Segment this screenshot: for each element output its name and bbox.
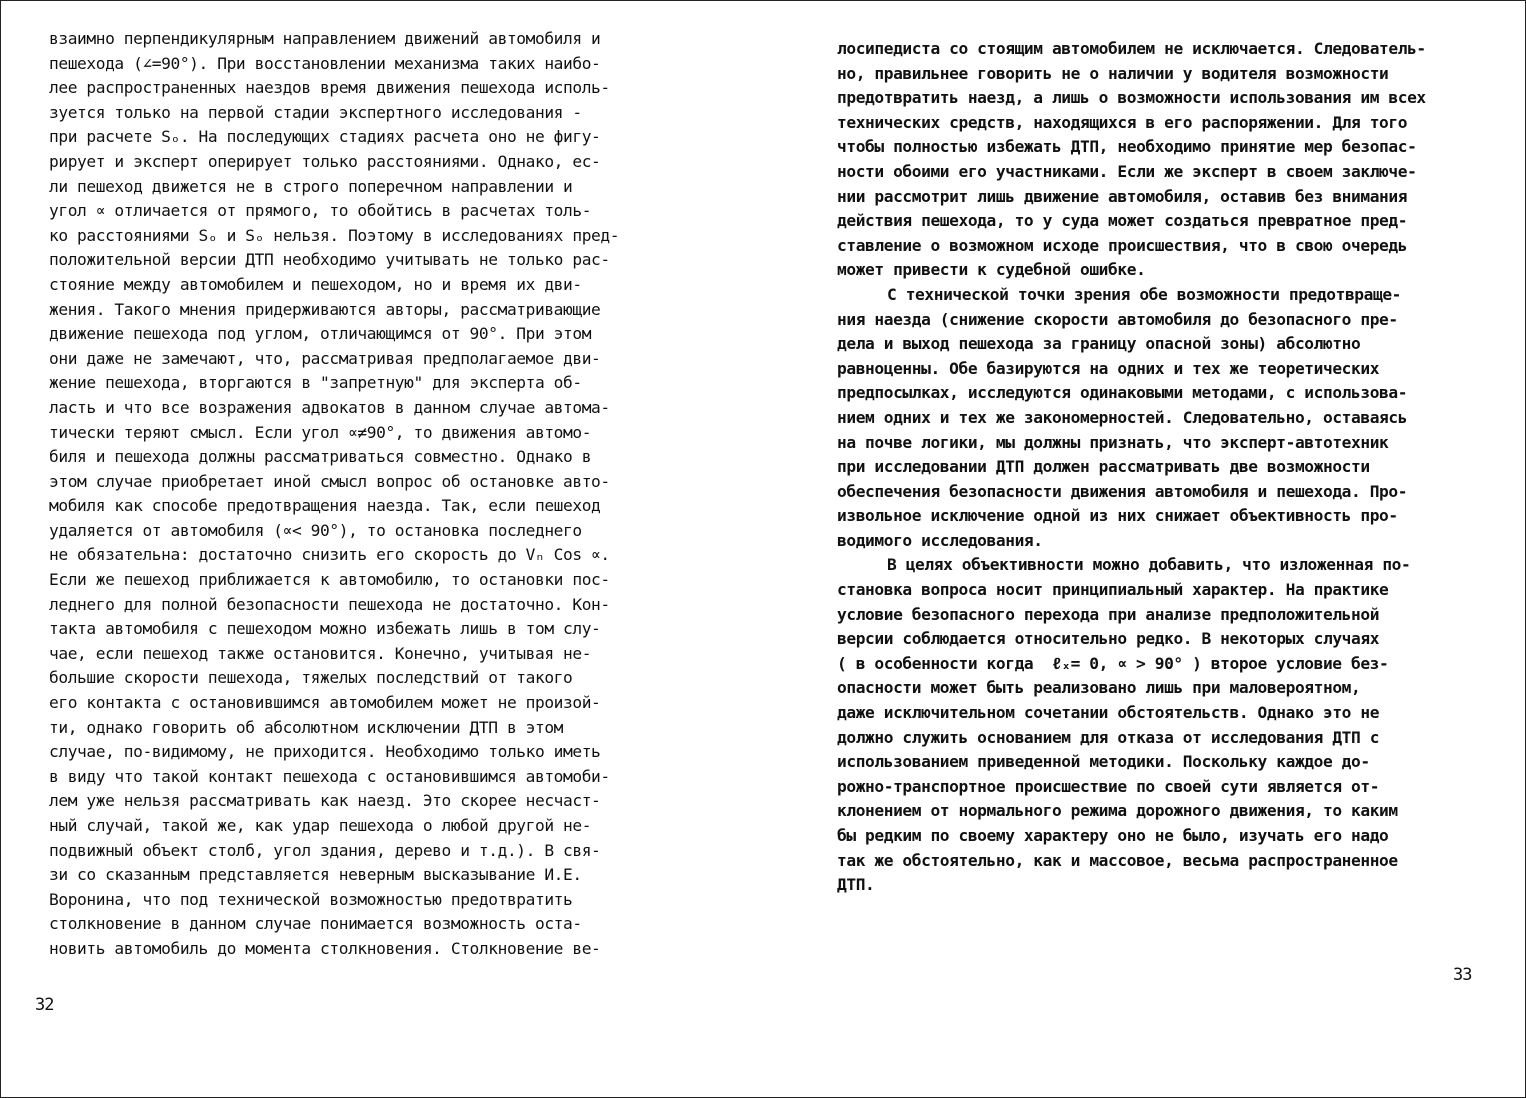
text-line: ко расстояниями Ѕₒ и Ѕₒ нельзя. Поэтому в исследованиях пред- (49, 225, 620, 245)
text-line: положительной версии ДТП необходимо учитывать не только рас- (49, 250, 610, 270)
text-line: Воронина, что под технической возможностью предотвратить (49, 889, 573, 909)
text-line: версии соблюдается относительно редко. В некоторых случаях (837, 629, 1380, 649)
left-page (1, 1, 763, 1097)
text-line: биля и пешехода должны рассматриваться совместно. Однако в (49, 447, 592, 467)
text-line: ( в особенности когда ℓₓ= 0, ∝ > 90° ) второе условие без- (837, 653, 1389, 673)
text-line: угол ∝ отличается от прямого, то обойтись в расчетах толь- (49, 201, 592, 221)
text-line: даже исключительном сочетании обстоятельств. Однако это не (837, 703, 1380, 723)
text-line: зи со сказанным представляется неверным высказывание И.Е. (49, 865, 582, 885)
text-line: большие скорости пешехода, тяжелых последствий от такого (49, 668, 573, 688)
text-line: этом случае приобретает иной смысл вопрос об остановке авто- (49, 471, 610, 491)
text-line: леднего для полной безопасности пешехода не достаточно. Кон- (49, 594, 610, 614)
text-line: зуется только на первой стадии экспертного исследования - (49, 102, 582, 122)
text-line: ния наезда (снижение скорости автомобиля до безопасного пре- (837, 309, 1398, 329)
text-line: Если же пешеход приближается к автомобилю, то остановки пос- (49, 570, 610, 590)
text-line: клонением от нормального режима дорожного движения, то каким (837, 801, 1398, 821)
text-line: технических средств, находящихся в его распоряжении. Для того (837, 112, 1408, 132)
text-line: такта автомобиля с пешеходом можно избежать лишь в том слу- (49, 619, 601, 639)
text-line: стояние между автомобилем и пешеходом, но и время их дви- (49, 274, 582, 294)
right-page (763, 1, 1525, 1097)
text-line: так же обстоятельно, как и массовое, весьма распространенное (837, 850, 1398, 870)
text-line: извольное исключение одной из них снижает объективность про- (837, 506, 1398, 526)
text-line: но, правильнее говорить не о наличии у водителя возможности (837, 63, 1389, 83)
text-line: чтобы полностью избежать ДТП, необходимо принятие мер безопас- (837, 137, 1417, 157)
text-line: опасности может быть реализовано лишь при маловероятном, (837, 678, 1361, 698)
text-line: жение пешехода, вторгаются в "запретную" для эксперта об- (49, 373, 582, 393)
text-line: нии рассмотрит лишь движение автомобиля, оставив без внимания (837, 186, 1408, 206)
text-line: дела и выход пешехода за границу опасной зоны) абсолютно (837, 334, 1361, 354)
right-page-number: 33 (1453, 965, 1472, 985)
text-line: условие безопасного перехода при анализе предположительной (837, 604, 1380, 624)
text-line: нием одних и тех же закономерностей. Следовательно, оставаясь (837, 407, 1408, 427)
text-line: не обязательна: достаточно снизить его скорость до Vₙ Cos ∝. (49, 545, 610, 565)
text-line: движение пешехода под углом, отличающимся от 90°. При этом (49, 324, 592, 344)
text-line: С технической точки зрения обе возможности предотвраще- (887, 284, 1402, 304)
text-line: новить автомобиль до момента столкновения. Столкновение ве- (49, 938, 601, 958)
text-line: ный случай, такой же, как удар пешехода о любой другой не- (49, 816, 592, 835)
text-line: ности обоими его участниками. Если же эксперт в своем заключе- (837, 161, 1417, 181)
text-line: лем уже нельзя рассматривать как наезд. Это скорее несчаст- (49, 791, 601, 811)
text-line: ти, однако говорить об абсолютном исключении ДТП в этом (49, 717, 564, 737)
text-line: рирует и эксперт оперирует только расстояниями. Однако, ес- (49, 151, 601, 171)
text-line: бы редким по своему характеру оно не было, изучать его надо (837, 826, 1389, 845)
text-line: они даже не замечают, что, рассматривая предполагаемое дви- (49, 348, 601, 368)
text-line: должно служить основанием для отказа от исследования ДТП с (837, 727, 1380, 747)
text-line: может привести к судебной ошибке. (837, 260, 1146, 280)
text-line: ставление о возможном исходе происшествия, что в свою очередь (837, 235, 1408, 255)
text-line: лосипедиста со стоящим автомобилем не исключается. Следователь- (837, 39, 1426, 58)
text-line: взаимно перпендикулярным направлением движений автомобиля и (49, 29, 601, 48)
text-line: действия пешехода, то у суда может создаться превратное пред- (837, 211, 1408, 231)
text-line: ли пешеход движется не в строго поперечном направлении и (49, 176, 573, 196)
text-line: столкновение в данном случае понимается возможность оста- (49, 914, 582, 934)
text-line: В целях объективности можно добавить, что изложенная по- (887, 555, 1411, 575)
text-line: в виду что такой контакт пешехода с остановившимся автомоби- (49, 766, 610, 786)
text-line: ласть и что все возражения адвокатов в данном случае автома- (49, 397, 610, 417)
text-line: пешехода (∠=90°). При восстановлении механизма таких наибо- (49, 53, 601, 73)
text-line: лее распространенных наездов время движения пешехода исполь- (49, 78, 610, 98)
text-line: рожно-транспортное происшествие по своей сути является от- (837, 776, 1380, 796)
text-line: обеспечения безопасности движения автомобиля и пешехода. Про- (837, 481, 1408, 501)
text-line: становка вопроса носит принципиальный характер. На практике (837, 580, 1389, 600)
left-page-text (49, 27, 619, 962)
left-page-number: 32 (35, 995, 54, 1015)
text-line: при исследовании ДТП должен рассматривать две возможности (837, 457, 1370, 477)
text-line: водимого исследования. (837, 530, 1043, 550)
text-line: подвижный объект столб, угол здания, дерево и т.д.). В свя- (49, 840, 601, 860)
text-line: на почве логики, мы должны признать, что эксперт-автотехник (837, 432, 1389, 452)
text-line: его контакта с остановившимся автомобилем может не произой- (49, 693, 601, 713)
right-page-text (837, 37, 1426, 898)
text-line: при расчете Ѕₒ. На последующих стадиях расчета оно не фигу- (49, 127, 601, 147)
text-line: удаляется от автомобиля (∝< 90°), то остановка последнего (49, 520, 582, 540)
text-line: равноценны. Обе базируются на одних и тех же теоретических (837, 358, 1380, 378)
text-line: чае, если пешеход также остановится. Конечно, учитывая не- (49, 643, 592, 663)
text-line: мобиля как способе предотвращения наезда. Так, если пешеход (49, 496, 601, 516)
text-line: предотвратить наезд, а лишь о возможности использования им всех (837, 88, 1426, 108)
text-line: жения. Такого мнения придерживаются авторы, рассматривающие (49, 299, 601, 319)
text-line: использованием приведенной методики. Поскольку каждое до- (837, 752, 1370, 772)
text-line: предпосылках, исследуются одинаковыми методами, с использова- (837, 383, 1408, 403)
text-line: тически теряют смысл. Если угол ∝≠90°, то движения автомо- (49, 422, 592, 442)
text-line: случае, по-видимому, не приходится. Необходимо только иметь (49, 742, 601, 762)
text-line: ДТП. (837, 875, 875, 895)
